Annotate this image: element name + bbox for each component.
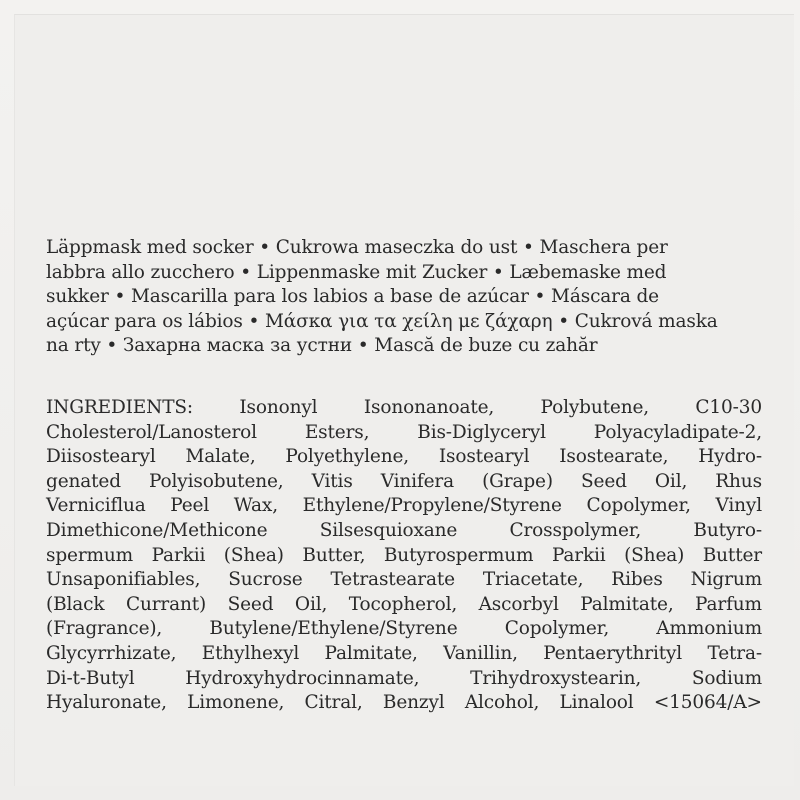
ingredients-line: INGREDIENTS: Isononyl Isononanoate, Polybutene, C10-30 [46,397,762,418]
ingredients-line: spermum Parkii (Shea) Butter, Butyrospermum Parkii (Shea) Butter [46,544,762,566]
translation-line: labbra allo zucchero • Lippenmaske mit Zucker • Læbemaske med [46,261,667,283]
ingredients-line: (Black Currant) Seed Oil, Tocopherol, Ascorbyl Palmitate, Parfum [46,593,762,615]
translation-line: sukker • Mascarilla para los labios a base de azúcar • Máscara de [46,286,659,308]
ingredients-line: Glycyrrhizate, Ethylhexyl Palmitate, Vanillin, Pentaerythrityl Tetra- [46,642,762,664]
product-name-translations [46,236,762,359]
ingredients-line: (Fragrance), Butylene/Ethylene/Styrene Copolymer, Ammonium [46,618,762,640]
ingredients-line: Unsaponifiables, Sucrose Tetrastearate Triacetate, Ribes Nigrum [46,569,762,591]
ingredients-line: Cholesterol/Lanosterol Esters, Bis-Diglyceryl Polyacyladipate-2, [46,421,762,443]
translation-line: Läppmask med socker • Cukrowa maseczka do ust • Maschera per [46,237,668,258]
ingredients-line: Dimethicone/Methicone Silsesquioxane Crosspolymer, Butyro- [46,519,762,541]
ingredients-list [46,396,762,716]
ingredients-line: Diisostearyl Malate, Polyethylene, Isostearyl Isostearate, Hydro- [46,446,762,468]
translation-line: açúcar para os lábios • Μάσκα για τα χείλη με ζάχαρη • Cukrová maska [46,310,718,332]
ingredients-line: Di-t-Butyl Hydroxyhydrocinnamate, Trihydroxystearin, Sodium [46,667,762,689]
ingredients-line: genated Polyisobutene, Vitis Vinifera (Grape) Seed Oil, Rhus [46,470,762,492]
translation-line: na rty • Захарна маска за устни • Mască de buze cu zahăr [46,335,598,357]
ingredients-line: Hyaluronate, Limonene, Citral, Benzyl Alcohol, Linalool <15064/A> [46,692,762,714]
ingredients-line: Verniciflua Peel Wax, Ethylene/Propylene/Styrene Copolymer, Vinyl [46,495,762,517]
